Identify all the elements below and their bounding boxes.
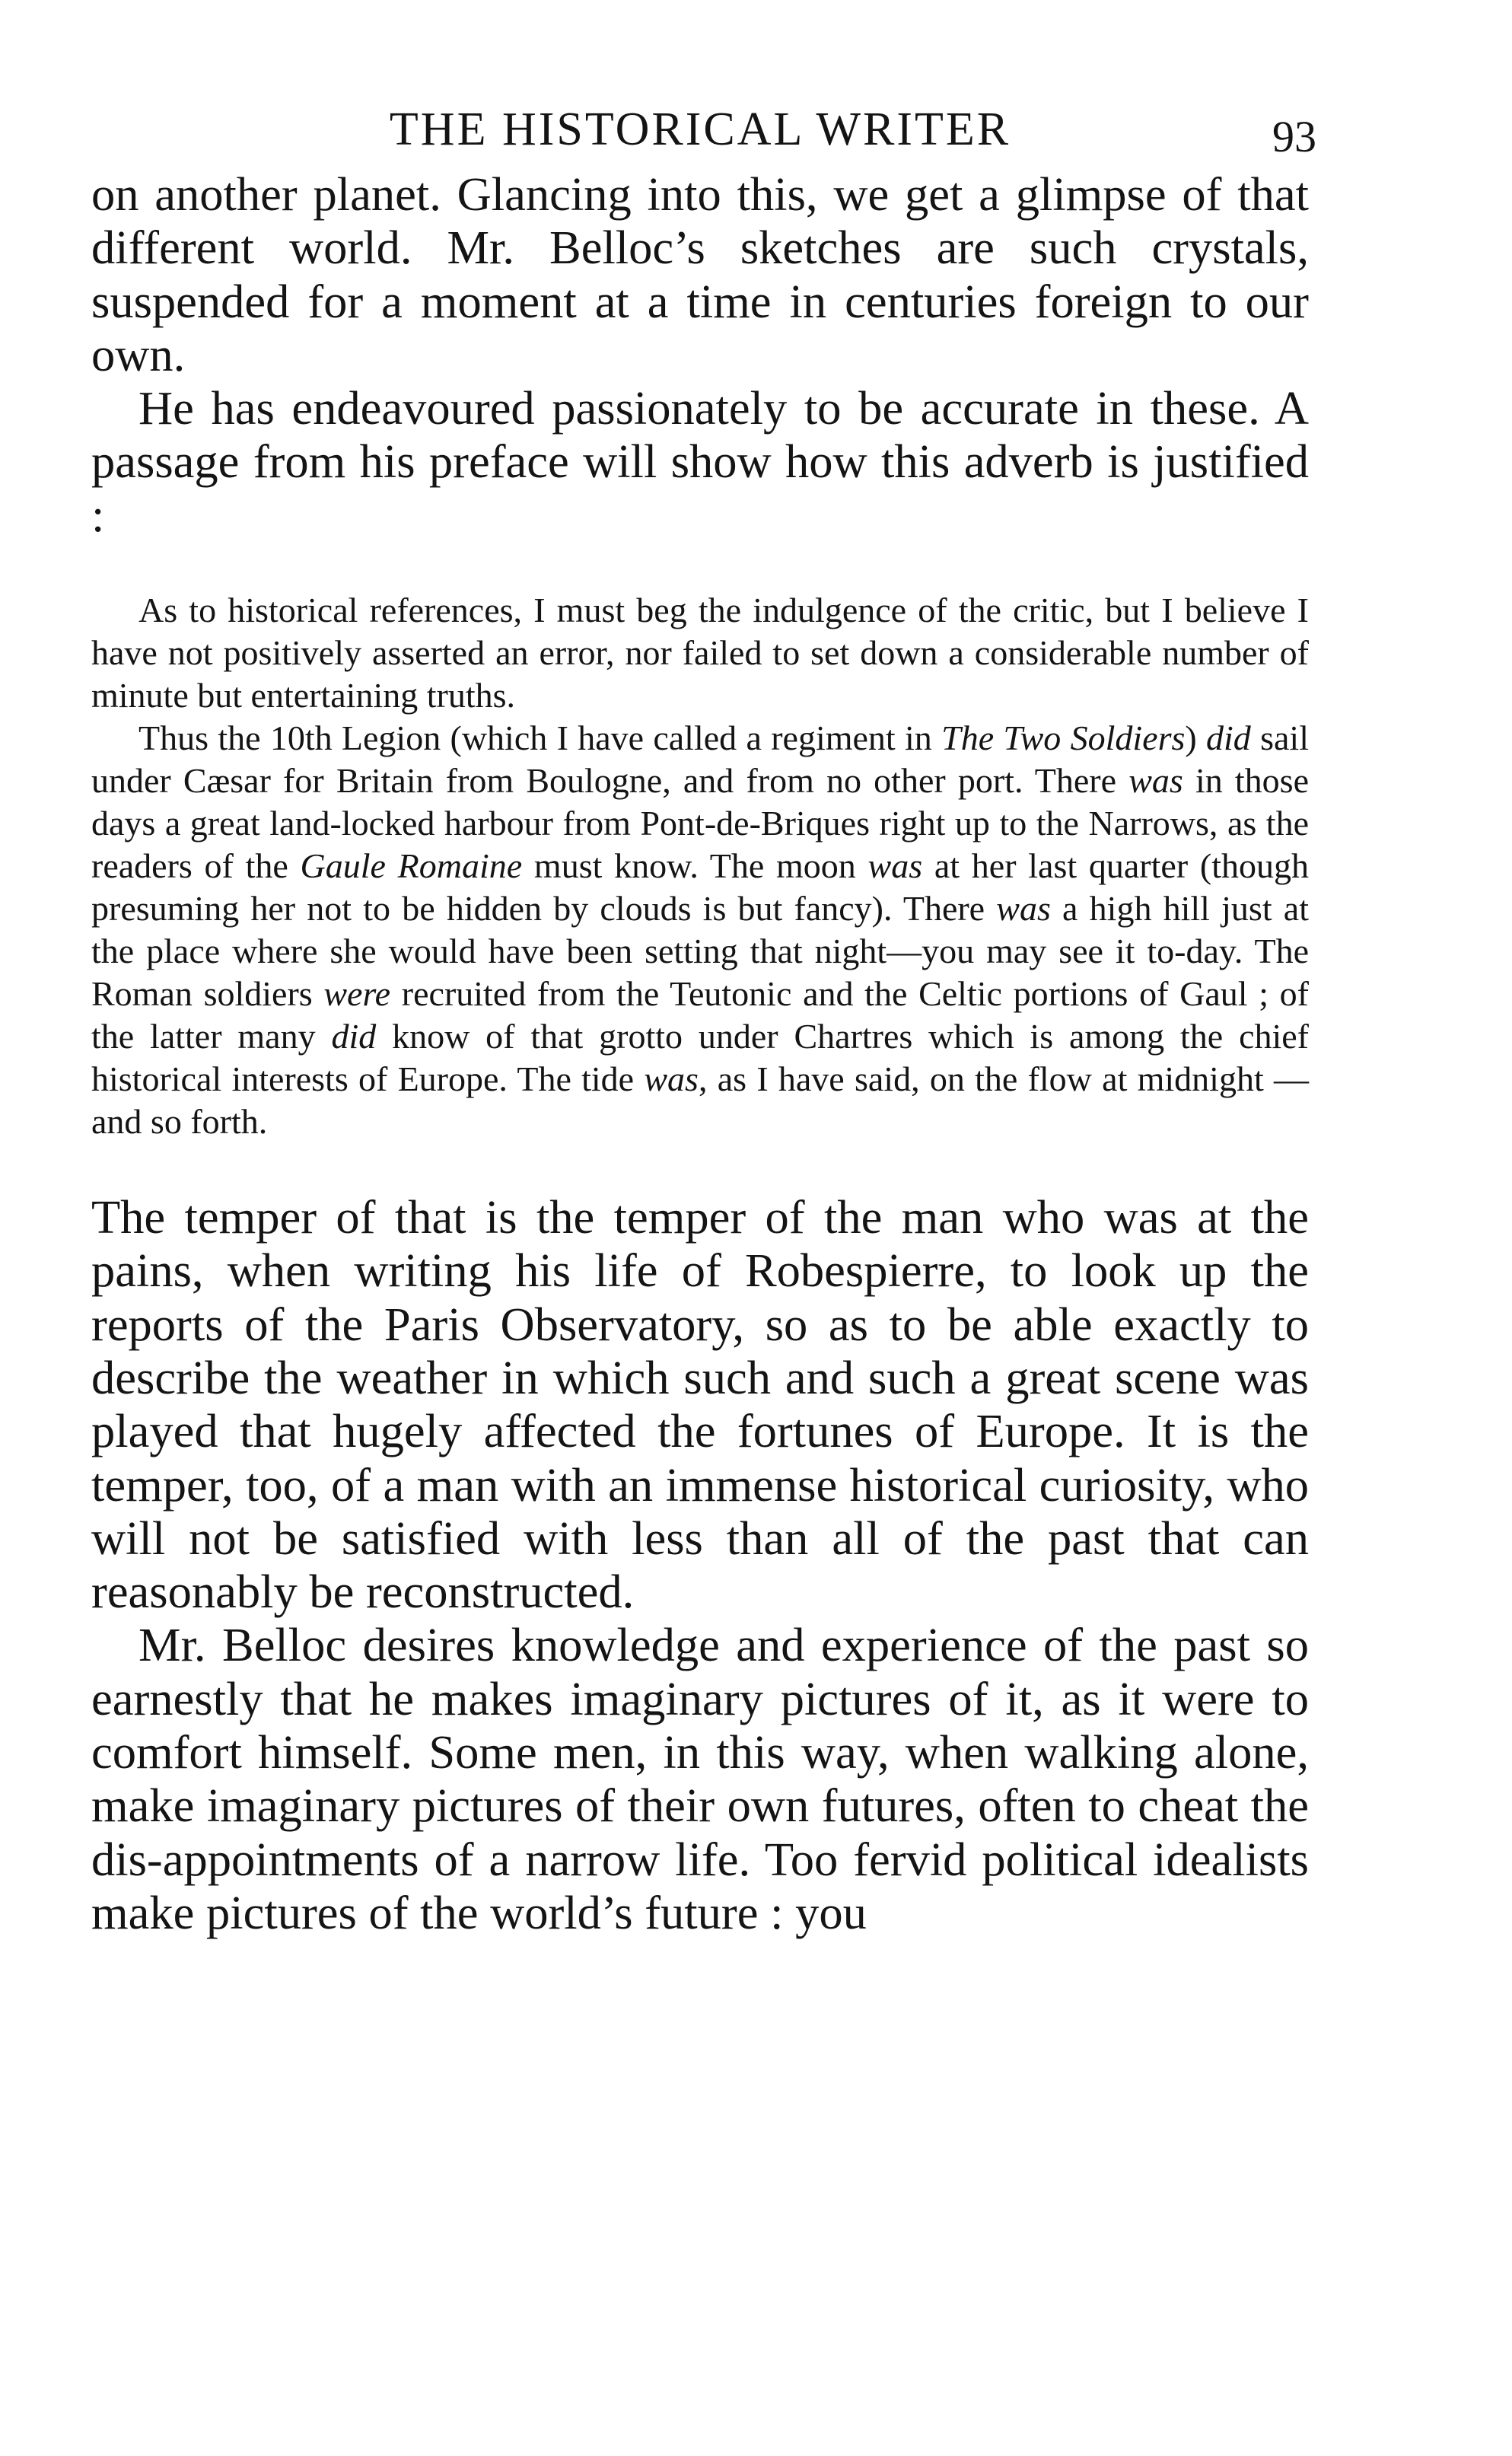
block-quote <box>91 589 1309 1143</box>
quote-text: must know. The moon <box>522 846 868 886</box>
quote-emphasis: did <box>331 1017 377 1056</box>
quote-text: recruited from the Teutonic and the Celtic portions of Gaul ; of the latter many <box>91 974 1309 1056</box>
quote-emphasis: The Two Soldiers <box>941 718 1186 758</box>
page-number: 93 <box>1272 112 1316 161</box>
quote-text: ) <box>1185 718 1207 758</box>
running-head <box>91 99 1316 167</box>
quote-emphasis: was <box>996 889 1051 929</box>
quote-paragraph-references: As to historical references, I must beg the indulgence of the critic, but I believe I have not positively asserted an error, nor failed to set down a considerable number of minute but entertaining truths. <box>91 591 1309 715</box>
quote-emphasis: was <box>644 1059 699 1099</box>
paragraph-temper: The temper of that is the temper of the man who was at the pains, when writing his life of Robespierre, to look up the reports of the Paris Observatory, so as to be able exactly to describe the weather in which such and such a great scene was played that hugely affected the fortunes of Europe. It is the temper, too, of a man with an immense historical curiosity, who will not be satisfied with less than all of the past that can reasonably be reconstructed. <box>91 1190 1309 1619</box>
quote-text: , as I have said, on the flow at midnight —and so forth. <box>91 1059 1309 1142</box>
quote-text: know of that grotto under Chartres which is among the chief historical interests of Europe. The tide <box>91 1017 1310 1099</box>
quote-emphasis: was <box>1128 761 1183 801</box>
quote-text: Thus the 10th Legion (which I have called a regiment in <box>138 718 942 758</box>
quote-text: sail under Cæsar for Britain from Boulogne, and from no other port. There <box>91 718 1309 801</box>
quote-text: at her last quarter (though presuming her not to be hidden by clouds is but fancy). There <box>91 846 1309 929</box>
quote-emphasis: was <box>867 846 923 886</box>
quote-emphasis: did <box>1206 718 1251 758</box>
main-text-continued <box>91 1190 1309 1939</box>
running-title: THE HISTORICAL WRITER <box>389 104 1011 155</box>
quote-emphasis: Gaule Romaine <box>300 846 523 886</box>
paragraph-knowledge: Mr. Belloc desires knowledge and experience of the past so earnestly that he makes imaginary pictures of it, as it were to comfort himself. Some men, in this way, when walking alone, make imaginary pictures of their own futures, often to cheat the dis-appointments of a narrow life. Too fervid political idealists make pictures of the world’s future : you <box>91 1618 1309 1939</box>
main-text <box>91 167 1309 542</box>
quote-emphasis: were <box>323 974 391 1014</box>
quote-text: a high hill just at the place where she would have been setting that night—you may see it to-day. The Roman soldiers <box>91 889 1309 1014</box>
quote-text: in those days a great land-locked harbour from Pont-de-Briques right up to the Narrows, as the readers of the <box>91 761 1309 886</box>
paragraph-continued: on another planet. Glancing into this, we get a glimpse of that different world. Mr. Belloc’s sketches are such crystals, suspended for a moment at a time in centuries foreign to our own. <box>91 167 1309 381</box>
paragraph-accuracy: He has endeavoured passionately to be accurate in these. A passage from his preface will show how this adverb is justified : <box>91 381 1309 542</box>
quote-paragraph-legion <box>91 717 1309 1143</box>
book-page <box>91 99 1316 1939</box>
